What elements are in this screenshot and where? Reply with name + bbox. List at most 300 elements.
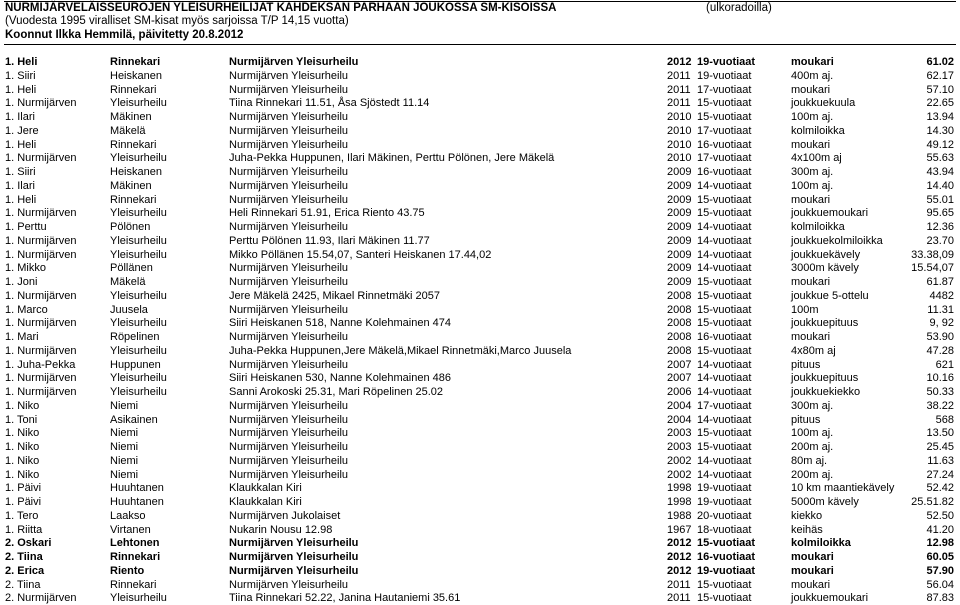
year-cell: 2011 (667, 69, 691, 82)
last-name-cell: Laakso (110, 509, 146, 522)
first-name-cell: 2. Oskari (5, 537, 52, 550)
result-cell: 43.94 (926, 166, 954, 178)
first-name-cell: 2. Tiina (5, 551, 43, 563)
year-cell: 2009 (667, 179, 692, 192)
last-name-cell: Virtanen (110, 523, 151, 536)
year-cell: 2011 (667, 83, 691, 96)
compiled-by: Koonnut Ilkka Hemmilä, päivitetty 20.8.2012 (5, 29, 244, 41)
first-name-cell: 1. Nurmijärven (5, 344, 77, 357)
club-cell: Juha-Pekka Huppunen, Ilari Mäkinen, Perttu Pölönen, Jere Mäkelä (229, 152, 555, 165)
event-cell: keihäs (791, 523, 823, 536)
table-row (0, 290, 960, 303)
result-cell: 15.54,07 (911, 262, 954, 275)
result-cell: 25.51.82 (911, 496, 954, 508)
table-row (0, 400, 960, 413)
first-name-cell: 1. Niko (5, 468, 40, 481)
club-cell: Nurmijärven Yleisurheilu (229, 221, 349, 233)
last-name-cell: Huuhtanen (110, 496, 164, 508)
age-class-cell: 17-vuotiaat (697, 124, 752, 137)
last-name-cell: Mäkinen (110, 111, 152, 123)
year-cell: 2009 (667, 276, 692, 288)
first-name-cell: 1. Heli (5, 83, 37, 96)
age-class-cell: 14-vuotiaat (697, 372, 752, 385)
table-row (0, 235, 960, 248)
year-cell: 2002 (667, 454, 692, 467)
first-name-cell: 1. Toni (5, 413, 38, 426)
event-cell: 200m aj. (791, 441, 834, 453)
age-class-cell: 14-vuotiaat (697, 386, 752, 398)
result-cell: 27.24 (926, 468, 954, 481)
last-name-cell: Yleisurheilu (110, 207, 167, 220)
age-class-cell: 15-vuotiaat (697, 317, 752, 330)
event-cell: joukkue 5-ottelu (791, 289, 869, 302)
club-cell: Nurmijärven Yleisurheilu (229, 69, 349, 82)
age-class-cell: 19-vuotiaat (697, 482, 752, 495)
first-name-cell: 1. Jere (5, 124, 39, 137)
club-cell: Nurmijärven Yleisurheilu (229, 358, 349, 371)
result-cell: 61.87 (926, 276, 954, 288)
table-row (0, 125, 960, 138)
first-name-cell: 1. Mari (5, 331, 39, 343)
result-cell: 4482 (929, 289, 954, 302)
club-cell: Tiina Rinnekari 11.51, Åsa Sjöstedt 11.14 (229, 97, 430, 110)
year-cell: 2008 (667, 303, 692, 316)
last-name-cell: Rinnekari (110, 193, 157, 206)
age-class-cell: 18-vuotiaat (697, 523, 752, 536)
result-cell: 47.28 (926, 344, 954, 357)
result-cell: 60.05 (926, 551, 954, 563)
club-cell: Nurmijärven Yleisurheilu (229, 454, 349, 467)
result-cell: 57.10 (926, 83, 954, 96)
age-class-cell: 15-vuotiaat (697, 289, 752, 302)
age-class-cell: 15-vuotiaat (697, 441, 752, 453)
age-class-cell: 14-vuotiaat (697, 358, 752, 371)
result-cell: 621 (935, 358, 954, 371)
result-cell: 52.50 (926, 509, 954, 522)
result-cell: 57.90 (926, 564, 954, 577)
table-row (0, 372, 960, 385)
club-cell: Nurmijärven Yleisurheilu (229, 179, 349, 192)
first-name-cell: 1. Päivi (5, 482, 42, 495)
last-name-cell: Yleisurheilu (110, 592, 167, 605)
event-cell: moukari (791, 578, 831, 591)
event-cell: 100m (791, 303, 819, 316)
result-cell: 25.45 (926, 441, 954, 453)
result-cell: 12.36 (926, 221, 954, 233)
age-class-cell: 15-vuotiaat (697, 592, 752, 605)
club-cell: Nurmijärven Yleisurheilu (229, 551, 359, 563)
age-class-cell: 15-vuotiaat (697, 344, 752, 357)
age-class-cell: 20-vuotiaat (697, 509, 752, 522)
table-row (0, 249, 960, 262)
year-cell: 2008 (667, 317, 692, 330)
first-name-cell: 1. Juha-Pekka (5, 358, 76, 371)
first-name-cell: 1. Heli (5, 56, 38, 68)
table-row (0, 359, 960, 372)
result-cell: 38.22 (926, 399, 954, 412)
table-row (0, 414, 960, 427)
age-class-cell: 14-vuotiaat (697, 262, 752, 275)
event-cell: joukkuemoukari (791, 592, 869, 605)
result-cell: 9, 92 (929, 317, 954, 330)
club-cell: Klaukkalan Kiri (229, 496, 302, 508)
last-name-cell: Niemi (110, 399, 139, 412)
last-name-cell: Pöllänen (110, 262, 153, 275)
year-cell: 2010 (667, 138, 692, 151)
club-cell: Nukarin Nousu 12.98 (229, 523, 333, 536)
first-name-cell: 2. Erica (5, 564, 45, 577)
result-cell: 23.70 (926, 234, 954, 247)
first-name-cell: 1. Tero (5, 509, 39, 522)
result-cell: 61.02 (926, 56, 954, 68)
result-cell: 62.17 (926, 69, 954, 82)
first-name-cell: 2. Nurmijärven (5, 592, 77, 605)
result-cell: 87.83 (926, 592, 954, 605)
first-name-cell: 1. Nurmijärven (5, 234, 77, 247)
last-name-cell: Yleisurheilu (110, 344, 167, 357)
first-name-cell: 1. Siiri (5, 69, 36, 82)
table-row (0, 441, 960, 454)
last-name-cell: Niemi (110, 454, 139, 467)
age-class-cell: 16-vuotiaat (697, 331, 752, 343)
club-cell: Nurmijärven Yleisurheilu (229, 111, 349, 123)
last-name-cell: Riento (110, 564, 145, 577)
result-cell: 50.33 (926, 386, 954, 398)
first-name-cell: 1. Mikko (5, 262, 46, 275)
age-class-cell: 19-vuotiaat (697, 56, 756, 68)
event-cell: moukari (791, 276, 831, 288)
age-class-cell: 19-vuotiaat (697, 496, 752, 508)
club-cell: Nurmijärven Jukolaiset (229, 509, 341, 522)
year-cell: 1967 (667, 523, 692, 536)
header-rule (4, 44, 956, 45)
age-class-cell: 16-vuotiaat (697, 551, 756, 563)
event-cell: 200m aj. (791, 468, 834, 481)
table-row (0, 524, 960, 537)
club-cell: Siiri Heiskanen 530, Nanne Kolehmainen 486 (229, 372, 451, 385)
table-row (0, 304, 960, 317)
event-cell: 400m aj. (791, 69, 834, 82)
event-cell: moukari (791, 83, 831, 96)
event-cell: moukari (791, 193, 831, 206)
age-class-cell: 15-vuotiaat (697, 537, 756, 550)
event-cell: joukkuekävely (791, 248, 861, 261)
year-cell: 2010 (667, 152, 692, 165)
year-cell: 2012 (667, 564, 692, 577)
result-cell: 53.90 (926, 331, 954, 343)
year-cell: 2011 (667, 97, 691, 110)
event-cell: kiekko (791, 509, 823, 522)
table-row (0, 579, 960, 592)
first-name-cell: 1. Nurmijärven (5, 317, 77, 330)
club-cell: Nurmijärven Yleisurheilu (229, 564, 359, 577)
table-row (0, 139, 960, 152)
result-cell: 14.40 (926, 179, 954, 192)
last-name-cell: Yleisurheilu (110, 317, 167, 330)
year-cell: 2009 (667, 221, 692, 233)
last-name-cell: Rinnekari (110, 83, 157, 96)
age-class-cell: 15-vuotiaat (697, 276, 752, 288)
last-name-cell: Yleisurheilu (110, 97, 167, 110)
year-cell: 2009 (667, 262, 692, 275)
event-cell: 300m aj. (791, 399, 834, 412)
last-name-cell: Asikainen (110, 413, 158, 426)
year-cell: 2004 (667, 413, 692, 426)
year-cell: 2009 (667, 234, 692, 247)
year-cell: 2012 (667, 537, 692, 550)
year-cell: 2006 (667, 386, 692, 398)
event-cell: joukkuekolmiloikka (791, 234, 883, 247)
event-cell: kolmiloikka (791, 221, 845, 233)
last-name-cell: Pölönen (110, 221, 151, 233)
table-row (0, 180, 960, 193)
year-cell: 2011 (667, 578, 691, 591)
event-cell: 3000m kävely (791, 262, 859, 275)
age-class-cell: 17-vuotiaat (697, 83, 752, 96)
age-class-cell: 17-vuotiaat (697, 399, 752, 412)
last-name-cell: Huuhtanen (110, 482, 164, 495)
result-cell: 52.42 (926, 482, 954, 495)
table-row (0, 345, 960, 358)
table-row (0, 111, 960, 124)
club-cell: Nurmijärven Yleisurheilu (229, 262, 349, 275)
year-cell: 2008 (667, 344, 692, 357)
club-cell: Nurmijärven Yleisurheilu (229, 331, 349, 343)
last-name-cell: Juusela (110, 303, 148, 316)
year-cell: 2007 (667, 372, 692, 385)
first-name-cell: 1. Niko (5, 441, 40, 453)
page-title: NURMIJÄRVELÄISSEUROJEN YLEISURHEILIJAT KAHDEKSAN PARHAAN JOUKOSSA SM-KISOISSA (5, 2, 557, 14)
event-cell: joukkuepituus (791, 372, 859, 385)
table-row (0, 386, 960, 399)
club-cell: Mikko Pöllänen 15.54,07, Santeri Heiskanen 17.44,02 (229, 248, 492, 261)
age-class-cell: 15-vuotiaat (697, 578, 752, 591)
table-row (0, 221, 960, 234)
last-name-cell: Yleisurheilu (110, 289, 167, 302)
result-cell: 56.04 (926, 578, 954, 591)
year-cell: 2011 (667, 592, 691, 605)
year-cell: 2002 (667, 468, 692, 481)
last-name-cell: Rinnekari (110, 578, 157, 591)
year-cell: 1998 (667, 496, 692, 508)
club-cell: Nurmijärven Yleisurheilu (229, 124, 349, 137)
page-note: (ulkoradoilla) (706, 2, 772, 14)
event-cell: 100m aj. (791, 427, 834, 440)
age-class-cell: 14-vuotiaat (697, 234, 752, 247)
table-row (0, 565, 960, 578)
event-cell: joukkuekuula (791, 97, 856, 110)
first-name-cell: 1. Nurmijärven (5, 386, 77, 398)
club-cell: Perttu Pölönen 11.93, Ilari Mäkinen 11.77 (229, 234, 430, 247)
result-cell: 11.31 (927, 303, 954, 316)
last-name-cell: Huppunen (110, 358, 161, 371)
first-name-cell: 1. Marco (5, 303, 48, 316)
result-cell: 49.12 (926, 138, 954, 151)
year-cell: 2008 (667, 331, 692, 343)
event-cell: moukari (791, 138, 831, 151)
age-class-cell: 15-vuotiaat (697, 207, 752, 220)
club-cell: Sanni Arokoski 25.31, Mari Röpelinen 25.02 (229, 386, 444, 398)
last-name-cell: Rinnekari (110, 551, 161, 563)
age-class-cell: 14-vuotiaat (697, 454, 752, 467)
table-row (0, 152, 960, 165)
event-cell: joukkuemoukari (791, 207, 869, 220)
club-cell: Nurmijärven Yleisurheilu (229, 427, 349, 440)
last-name-cell: Rinnekari (110, 138, 157, 151)
year-cell: 2003 (667, 441, 692, 453)
year-cell: 2012 (667, 551, 692, 563)
year-cell: 2009 (667, 166, 692, 178)
age-class-cell: 14-vuotiaat (697, 179, 752, 192)
event-cell: 4x80m aj (791, 344, 836, 357)
last-name-cell: Yleisurheilu (110, 152, 167, 165)
first-name-cell: 1. Ilari (5, 179, 35, 192)
table-row (0, 510, 960, 523)
result-cell: 14.30 (926, 124, 954, 137)
table-row (0, 496, 960, 509)
age-class-cell: 19-vuotiaat (697, 69, 752, 82)
club-cell: Nurmijärven Yleisurheilu (229, 578, 349, 591)
last-name-cell: Yleisurheilu (110, 234, 167, 247)
first-name-cell: 1. Niko (5, 454, 40, 467)
table-row (0, 482, 960, 495)
year-cell: 2004 (667, 399, 692, 412)
result-cell: 22.65 (926, 97, 954, 110)
table-row (0, 469, 960, 482)
event-cell: moukari (791, 564, 834, 577)
club-cell: Juha-Pekka Huppunen,Jere Mäkelä,Mikael Rinnetmäki,Marco Juusela (229, 344, 572, 357)
last-name-cell: Heiskanen (110, 69, 162, 82)
first-name-cell: 1. Niko (5, 399, 40, 412)
result-cell: 33.38,09 (911, 248, 954, 261)
first-name-cell: 1. Joni (5, 276, 38, 288)
table-row (0, 56, 960, 69)
club-cell: Nurmijärven Yleisurheilu (229, 399, 349, 412)
first-name-cell: 2. Tiina (5, 578, 41, 591)
age-class-cell: 16-vuotiaat (697, 138, 752, 151)
event-cell: kolmiloikka (791, 124, 845, 137)
table-row (0, 427, 960, 440)
table-row (0, 276, 960, 289)
age-class-cell: 14-vuotiaat (697, 221, 752, 233)
year-cell: 2010 (667, 111, 692, 123)
table-row (0, 331, 960, 344)
result-cell: 11.63 (927, 454, 954, 467)
event-cell: pituus (791, 358, 821, 371)
last-name-cell: Yleisurheilu (110, 372, 167, 385)
club-cell: Siiri Heiskanen 518, Nanne Kolehmainen 474 (229, 317, 451, 330)
event-cell: moukari (791, 551, 834, 563)
last-name-cell: Röpelinen (110, 331, 160, 343)
last-name-cell: Niemi (110, 468, 139, 481)
year-cell: 1998 (667, 482, 692, 495)
event-cell: kolmiloikka (791, 537, 851, 550)
result-cell: 10.16 (926, 372, 954, 385)
event-cell: 80m aj. (791, 454, 828, 467)
age-class-cell: 16-vuotiaat (697, 166, 752, 178)
club-cell: Nurmijärven Yleisurheilu (229, 537, 359, 550)
table-row (0, 592, 960, 605)
table-row (0, 455, 960, 468)
last-name-cell: Yleisurheilu (110, 386, 167, 398)
event-cell: joukkuekiekko (791, 386, 861, 398)
event-cell: moukari (791, 56, 834, 68)
age-class-cell: 17-vuotiaat (697, 152, 752, 165)
result-cell: 55.01 (926, 193, 954, 206)
last-name-cell: Niemi (110, 441, 139, 453)
club-cell: Nurmijärven Yleisurheilu (229, 441, 349, 453)
result-cell: 13.50 (926, 427, 954, 440)
club-cell: Nurmijärven Yleisurheilu (229, 83, 349, 96)
last-name-cell: Mäkelä (110, 124, 146, 137)
club-cell: Nurmijärven Yleisurheilu (229, 413, 349, 426)
last-name-cell: Mäkelä (110, 276, 146, 288)
last-name-cell: Lehtonen (110, 537, 160, 550)
table-row (0, 97, 960, 110)
first-name-cell: 1. Niko (5, 427, 40, 440)
table-row (0, 551, 960, 564)
result-cell: 568 (935, 413, 954, 426)
club-cell: Nurmijärven Yleisurheilu (229, 193, 349, 206)
year-cell: 2010 (667, 124, 692, 137)
event-cell: 4x100m aj (791, 152, 842, 165)
year-cell: 1988 (667, 509, 692, 522)
club-cell: Nurmijärven Yleisurheilu (229, 138, 349, 151)
age-class-cell: 15-vuotiaat (697, 303, 752, 316)
first-name-cell: 1. Nurmijärven (5, 207, 77, 220)
event-cell: moukari (791, 331, 831, 343)
result-cell: 13.94 (926, 111, 954, 123)
table-row (0, 194, 960, 207)
club-cell: Nurmijärven Yleisurheilu (229, 166, 349, 178)
club-cell: Nurmijärven Yleisurheilu (229, 468, 349, 481)
table-row (0, 166, 960, 179)
event-cell: 5000m kävely (791, 496, 859, 508)
table-row (0, 262, 960, 275)
year-cell: 2009 (667, 193, 692, 206)
club-cell: Nurmijärven Yleisurheilu (229, 303, 349, 316)
club-cell: Klaukkalan Kiri (229, 482, 302, 495)
age-class-cell: 15-vuotiaat (697, 193, 752, 206)
event-cell: 300m aj. (791, 166, 834, 178)
club-cell: Jere Mäkelä 2425, Mikael Rinnetmäki 2057 (229, 289, 440, 302)
first-name-cell: 1. Riitta (5, 523, 43, 536)
age-class-cell: 15-vuotiaat (697, 97, 752, 110)
last-name-cell: Yleisurheilu (110, 248, 167, 261)
first-name-cell: 1. Siiri (5, 166, 36, 178)
table-row (0, 537, 960, 550)
first-name-cell: 1. Heli (5, 193, 37, 206)
result-cell: 95.65 (926, 207, 954, 220)
result-cell: 55.63 (926, 152, 954, 165)
result-cell: 41.20 (926, 523, 954, 536)
club-cell: Nurmijärven Yleisurheilu (229, 276, 349, 288)
year-cell: 2012 (667, 56, 692, 68)
first-name-cell: 1. Heli (5, 138, 37, 151)
first-name-cell: 1. Nurmijärven (5, 97, 77, 110)
first-name-cell: 1. Ilari (5, 111, 35, 123)
year-cell: 2007 (667, 358, 692, 371)
first-name-cell: 1. Perttu (5, 221, 47, 233)
age-class-cell: 15-vuotiaat (697, 427, 752, 440)
last-name-cell: Rinnekari (110, 56, 161, 68)
year-cell: 2003 (667, 427, 692, 440)
event-cell: pituus (791, 413, 821, 426)
year-cell: 2009 (667, 248, 692, 261)
age-class-cell: 14-vuotiaat (697, 248, 752, 261)
year-cell: 2009 (667, 207, 692, 220)
last-name-cell: Heiskanen (110, 166, 162, 178)
